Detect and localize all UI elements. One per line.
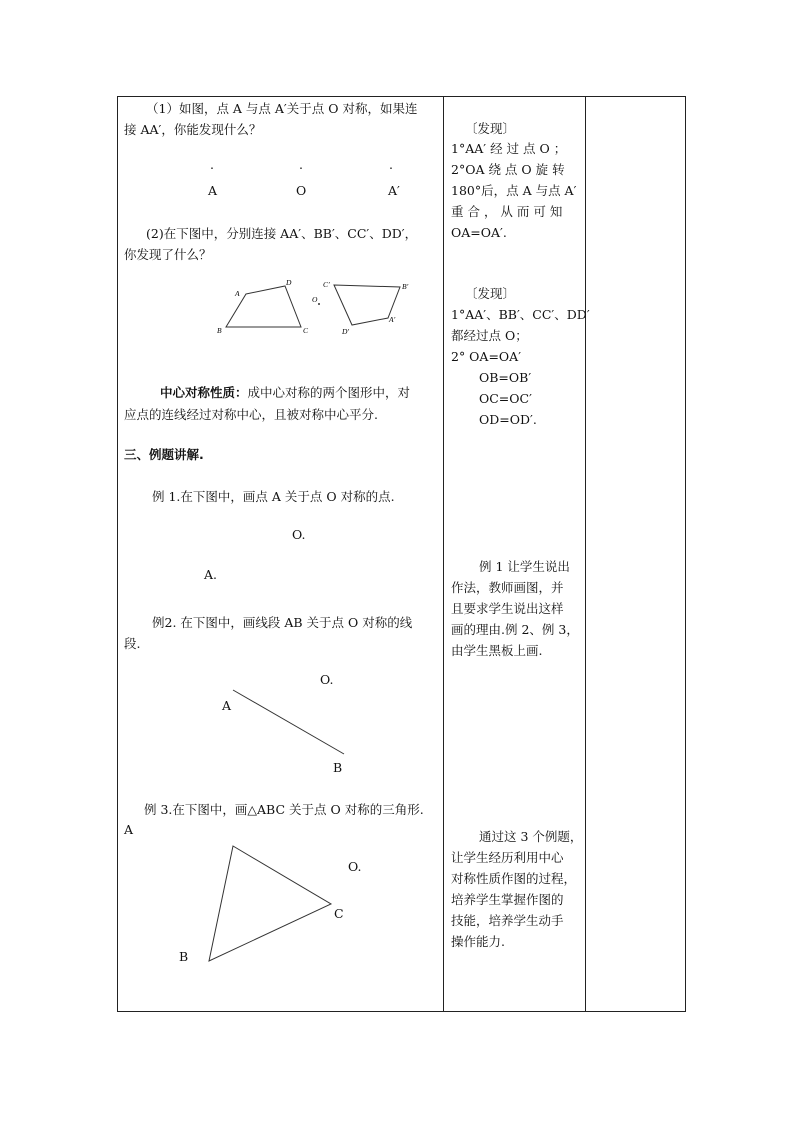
ex1-label-o: O. xyxy=(292,527,306,542)
ex3-text: 例 3.在下图中，画△ABC 关于点 O 对称的三角形. xyxy=(144,802,424,817)
notes3-line5: 由学生黑板上画. xyxy=(451,643,543,658)
q2-line1: (2)在下图中，分别连接 AA′、BB′、CC′、DD′， xyxy=(146,226,418,241)
notes2-line1: 〔发现〕 xyxy=(465,286,516,301)
notes2-line7: OD=OD′. xyxy=(479,412,537,427)
notes2-line2: 1°AA′、BB′、CC′、DD′ xyxy=(451,307,590,322)
notes3-line1: 例 1 让学生说出 xyxy=(479,559,570,574)
notes1-line1: 〔发现〕 xyxy=(465,121,516,136)
ex3-label-a: A xyxy=(124,822,134,837)
notes4-line4: 培养学生掌握作图的 xyxy=(451,892,564,907)
notes2-line5: OB=OB′ xyxy=(479,370,532,385)
segment-ab xyxy=(233,690,344,754)
notes1-line5: 重 合 ， 从 而 可 知 xyxy=(451,204,563,219)
q2-center-point xyxy=(318,303,320,305)
q2-label-b: B xyxy=(217,326,222,335)
property-term: 中心对称性质： xyxy=(160,385,248,400)
q2-label-c: C xyxy=(303,326,309,335)
notes3-line2: 作法，教师画图，并 xyxy=(451,580,564,595)
q2-label-c-prime: C′ xyxy=(323,280,330,289)
q1-label-a: A xyxy=(208,183,218,198)
section-heading: 三、例题讲解. xyxy=(124,447,204,462)
q2-label-a: A xyxy=(235,289,240,298)
ex3-label-c: C xyxy=(334,906,344,921)
ex1-label-a: A. xyxy=(204,567,218,582)
notes2-line3: 都经过点 O； xyxy=(451,328,528,343)
q1-dot-o: . xyxy=(299,157,303,172)
q2-label-a-prime: A′ xyxy=(389,315,396,324)
q2-line2: 你发现了什么？ xyxy=(124,247,212,262)
ex3-label-b: B xyxy=(179,949,189,964)
notes1-line4: 180°后，点 A 与点 A′ xyxy=(451,183,577,198)
notes4-line2: 让学生经历利用中心 xyxy=(451,850,564,865)
q1-dot-a-prime: . xyxy=(389,157,393,172)
ex2-line1: 例2. 在下图中，画线段 AB 关于点 O 对称的线 xyxy=(152,615,413,630)
q2-label-o: O xyxy=(312,295,318,304)
triangle-abc xyxy=(209,846,331,961)
notes1-line2: 1°AA′ 经 过 点 O ； xyxy=(451,141,567,156)
q1-dot-a: . xyxy=(210,157,214,172)
notes2-line6: OC=OC′ xyxy=(479,391,532,406)
notes3-line4: 画的理由.例 2、例 3， xyxy=(451,622,579,637)
notes4-line1: 通过这 3 个例题， xyxy=(479,829,583,844)
q1-label-o: O xyxy=(296,183,307,198)
ex2-label-o: O. xyxy=(320,672,334,687)
q2-label-b-prime: B′ xyxy=(402,282,409,291)
notes2-line4: 2° OA=OA′ xyxy=(451,349,522,364)
notes4-line3: 对称性质作图的过程， xyxy=(451,871,577,886)
property-line1-rest: 成中心对称的两个图形中，对 xyxy=(247,385,411,400)
property-line1 xyxy=(160,382,410,403)
ex1-text: 例 1.在下图中，画点 A 关于点 O 对称的点. xyxy=(152,489,395,504)
notes3-line3: 且要求学生说出这样 xyxy=(451,601,564,616)
q1-label-a-prime: A′ xyxy=(388,183,400,198)
notes1-line6: OA=OA′. xyxy=(451,225,507,240)
ex2-label-b: B xyxy=(333,760,343,775)
notes1-line3: 2°OA 绕 点 O 旋 转 xyxy=(451,162,565,177)
ex2-label-a: A xyxy=(222,698,232,713)
property-line2: 应点的连线经过对称中心，且被对称中心平分. xyxy=(124,407,378,422)
q2-label-d-prime: D′ xyxy=(342,327,350,336)
notes4-line6: 操作能力. xyxy=(451,934,505,949)
q1-line2: 接 AA′，你能发现什么？ xyxy=(124,122,262,137)
notes4-line5: 技能，培养学生动手 xyxy=(451,913,564,928)
ex3-label-o: O. xyxy=(348,859,362,874)
ex2-line2: 段. xyxy=(124,636,141,651)
q1-line1: （1）如图，点 A 与点 A′关于点 O 对称，如果连 xyxy=(146,101,418,116)
q2-label-d: D xyxy=(286,278,292,287)
